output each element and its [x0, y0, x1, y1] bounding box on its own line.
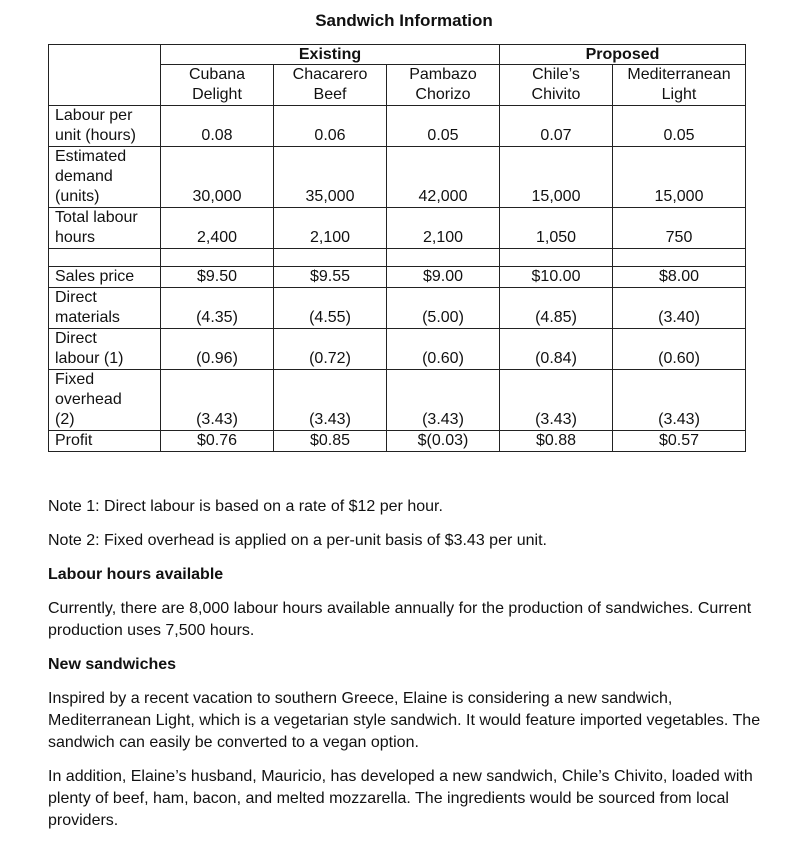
- table-cell: (3.43): [387, 370, 500, 431]
- table-cell: (0.60): [613, 329, 746, 370]
- column-header: Cubana Delight: [161, 65, 274, 106]
- new-sandwiches-heading: New sandwiches: [48, 656, 177, 673]
- table-cell: 30,000: [161, 147, 274, 208]
- column-header: Mediterranean Light: [613, 65, 746, 106]
- table-cell: 42,000: [387, 147, 500, 208]
- table-cell: $10.00: [500, 267, 613, 288]
- row-label: Total labour hours: [49, 208, 161, 249]
- table-cell: (3.43): [500, 370, 613, 431]
- table-group-header-row: [49, 45, 746, 65]
- table-cell: 0.08: [161, 106, 274, 147]
- table-cell: $8.00: [613, 267, 746, 288]
- table-cell: 750: [613, 208, 746, 249]
- table-cell: (0.96): [161, 329, 274, 370]
- table-cell: (3.43): [274, 370, 387, 431]
- notes-section: [48, 496, 768, 832]
- table-spacer-row: [49, 249, 746, 267]
- table-cell: 0.06: [274, 106, 387, 147]
- table-row: [49, 288, 746, 329]
- table-cell: 2,100: [387, 208, 500, 249]
- column-header: Chacarero Beef: [274, 65, 387, 106]
- table-cell: 2,400: [161, 208, 274, 249]
- table-cell: 0.05: [387, 106, 500, 147]
- table-cell: $0.76: [161, 431, 274, 452]
- table-cell: $0.57: [613, 431, 746, 452]
- column-header: Pambazo Chorizo: [387, 65, 500, 106]
- table-cell: (3.40): [613, 288, 746, 329]
- table-row: [49, 267, 746, 288]
- table-cell: $(0.03): [387, 431, 500, 452]
- table-row: [49, 431, 746, 452]
- table-cell: 1,050: [500, 208, 613, 249]
- table-cell: $0.88: [500, 431, 613, 452]
- row-label: Sales price: [49, 267, 161, 288]
- table-row: [49, 329, 746, 370]
- table-cell: $0.85: [274, 431, 387, 452]
- row-label: Direct labour (1): [49, 329, 161, 370]
- table-cell: (5.00): [387, 288, 500, 329]
- table-cell: 15,000: [613, 147, 746, 208]
- group-proposed: Proposed: [500, 45, 746, 65]
- table-column-header-row: [49, 65, 746, 106]
- table-cell: (4.85): [500, 288, 613, 329]
- labour-hours-text: Currently, there are 8,000 labour hours available annually for the production of sandwiches. Current production uses 7,500 hours.: [48, 600, 752, 639]
- table-cell: 35,000: [274, 147, 387, 208]
- table-cell: (0.72): [274, 329, 387, 370]
- table-cell: $9.00: [387, 267, 500, 288]
- note-2: Note 2: Fixed overhead is applied on a per-unit basis of $3.43 per unit.: [48, 532, 547, 549]
- row-label: Estimated demand (units): [49, 147, 161, 208]
- column-header: Chile’s Chivito: [500, 65, 613, 106]
- table-row: [49, 370, 746, 431]
- table-cell: 0.05: [613, 106, 746, 147]
- table-row: [49, 147, 746, 208]
- row-label: Labour per unit (hours): [49, 106, 161, 147]
- table-cell: (3.43): [161, 370, 274, 431]
- table-cell: 15,000: [500, 147, 613, 208]
- table-cell: $9.55: [274, 267, 387, 288]
- table-cell: (4.55): [274, 288, 387, 329]
- row-label: Fixed overhead (2): [49, 370, 161, 431]
- table-row: [49, 106, 746, 147]
- new-sandwiches-text-2: In addition, Elaine’s husband, Mauricio, has developed a new sandwich, Chile’s Chivito, loaded with plenty of beef, ham, bacon, and melted mozzarella. The ingredients would be sourced from local providers.: [48, 768, 753, 829]
- table-cell: (0.60): [387, 329, 500, 370]
- table-cell: 2,100: [274, 208, 387, 249]
- table-cell: $9.50: [161, 267, 274, 288]
- table-cell: (4.35): [161, 288, 274, 329]
- row-label: Profit: [49, 431, 161, 452]
- table-cell: (0.84): [500, 329, 613, 370]
- table-cell: (3.43): [613, 370, 746, 431]
- sandwich-table: [48, 44, 746, 452]
- new-sandwiches-text-1: Inspired by a recent vacation to southern Greece, Elaine is considering a new sandwich, Mediterranean Light, which is a vegetarian style sandwich. It would feature imported vegetables. The sandwich can easily be converted to a vegan option.: [48, 690, 761, 751]
- group-existing: Existing: [161, 45, 500, 65]
- labour-hours-heading: Labour hours available: [48, 566, 224, 583]
- row-label: Direct materials: [49, 288, 161, 329]
- table-cell: 0.07: [500, 106, 613, 147]
- document-title: Sandwich Information: [315, 11, 493, 30]
- note-1: Note 1: Direct labour is based on a rate of $12 per hour.: [48, 498, 443, 515]
- table-row: [49, 208, 746, 249]
